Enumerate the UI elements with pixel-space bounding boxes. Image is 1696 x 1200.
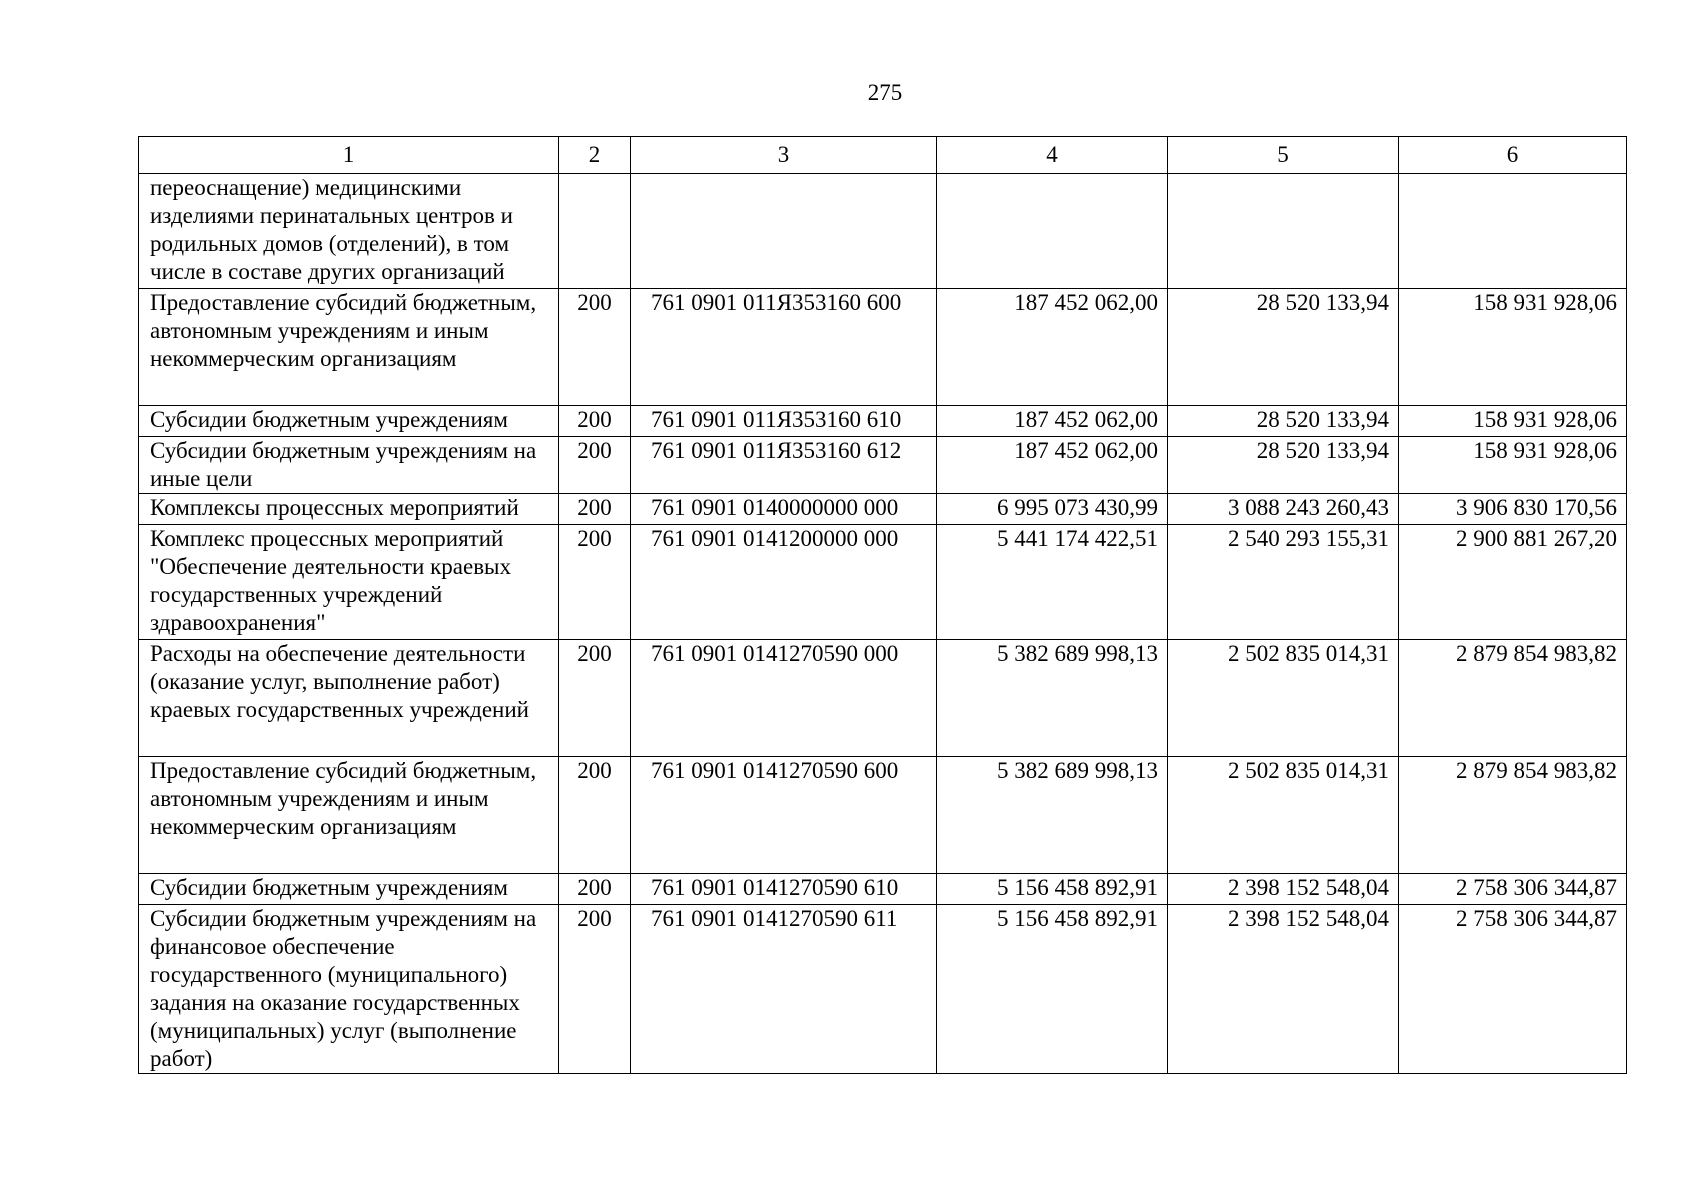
table-header-row (139, 137, 1627, 174)
row-classification-code: 761 0901 0140000000 000 (631, 494, 937, 525)
row-unexecuted-amount: 2 758 306 344,87 (1399, 874, 1627, 905)
column-header-4: 4 (937, 137, 1168, 174)
row-classification-code: 761 0901 011Я353160 610 (631, 406, 937, 437)
row-classification-code: 761 0901 0141270590 600 (631, 757, 937, 874)
row-section-code: 200 (559, 494, 631, 525)
row-classification-code: 761 0901 0141270590 610 (631, 874, 937, 905)
column-header-5: 5 (1168, 137, 1399, 174)
row-section-code: 200 (559, 437, 631, 494)
row-planned-amount: 187 452 062,00 (937, 289, 1168, 406)
row-unexecuted-amount: 158 931 928,06 (1399, 437, 1627, 494)
row-unexecuted-amount: 3 906 830 170,56 (1399, 494, 1627, 525)
row-executed-amount: 2 502 835 014,31 (1168, 757, 1399, 874)
column-header-6: 6 (1399, 137, 1627, 174)
page-number: 275 (867, 80, 903, 105)
row-executed-amount: 28 520 133,94 (1168, 406, 1399, 437)
row-name: Субсидии бюджетным учреждениям (139, 874, 559, 905)
row-unexecuted-amount: 158 931 928,06 (1399, 406, 1627, 437)
row-name: Предоставление субсидий бюджетным, автономным учреждениям и иным некоммерческим организациям (139, 757, 559, 874)
budget-table (138, 136, 1627, 1074)
row-name: переоснащение) медицинскими изделиями перинатальных центров и родильных домов (отделений), в том числе в составе других организаций (139, 174, 559, 289)
table-row (139, 437, 1627, 494)
row-section-code: 200 (559, 289, 631, 406)
column-header-1: 1 (139, 137, 559, 174)
row-section-code: 200 (559, 406, 631, 437)
row-section-code: 200 (559, 757, 631, 874)
row-classification-code: 761 0901 0141270590 611 (631, 905, 937, 1074)
row-unexecuted-amount: 2 900 881 267,20 (1399, 525, 1627, 640)
row-executed-amount: 2 398 152 548,04 (1168, 905, 1399, 1074)
row-name: Субсидии бюджетным учреждениям на иные цели (139, 437, 559, 494)
row-name: Субсидии бюджетным учреждениям на финансовое обеспечение государственного (муниципального) задания на оказание государственных (муниципальных) услуг (выполнение работ) (139, 905, 559, 1074)
table-row (139, 640, 1627, 757)
row-classification-code (631, 174, 937, 289)
table-row (139, 494, 1627, 525)
row-planned-amount: 5 156 458 892,91 (937, 874, 1168, 905)
table-row (139, 525, 1627, 640)
row-unexecuted-amount (1399, 174, 1627, 289)
row-executed-amount: 2 540 293 155,31 (1168, 525, 1399, 640)
row-section-code: 200 (559, 640, 631, 757)
row-classification-code: 761 0901 011Я353160 600 (631, 289, 937, 406)
row-section-code: 200 (559, 525, 631, 640)
row-executed-amount: 2 502 835 014,31 (1168, 640, 1399, 757)
table-row (139, 289, 1627, 406)
row-planned-amount (937, 174, 1168, 289)
row-planned-amount: 6 995 073 430,99 (937, 494, 1168, 525)
row-unexecuted-amount: 2 758 306 344,87 (1399, 905, 1627, 1074)
row-planned-amount: 187 452 062,00 (937, 406, 1168, 437)
row-unexecuted-amount: 2 879 854 983,82 (1399, 640, 1627, 757)
row-name: Расходы на обеспечение деятельности (оказание услуг, выполнение работ) краевых государственных учреждений (139, 640, 559, 757)
row-unexecuted-amount: 158 931 928,06 (1399, 289, 1627, 406)
row-planned-amount: 5 156 458 892,91 (937, 905, 1168, 1074)
row-executed-amount: 2 398 152 548,04 (1168, 874, 1399, 905)
row-classification-code: 761 0901 0141270590 000 (631, 640, 937, 757)
row-section-code: 200 (559, 905, 631, 1074)
row-executed-amount: 3 088 243 260,43 (1168, 494, 1399, 525)
row-planned-amount: 5 382 689 998,13 (937, 757, 1168, 874)
row-classification-code: 761 0901 0141200000 000 (631, 525, 937, 640)
row-name: Комплексы процессных мероприятий (139, 494, 559, 525)
row-section-code (559, 174, 631, 289)
row-name: Комплекс процессных мероприятий "Обеспечение деятельности краевых государственных учреждений здравоохранения" (139, 525, 559, 640)
column-header-3: 3 (631, 137, 937, 174)
row-planned-amount: 187 452 062,00 (937, 437, 1168, 494)
table-row (139, 174, 1627, 289)
row-planned-amount: 5 382 689 998,13 (937, 640, 1168, 757)
row-executed-amount: 28 520 133,94 (1168, 289, 1399, 406)
table-row (139, 757, 1627, 874)
row-executed-amount: 28 520 133,94 (1168, 437, 1399, 494)
table-row (139, 905, 1627, 1074)
table-row (139, 874, 1627, 905)
table-row (139, 406, 1627, 437)
row-unexecuted-amount: 2 879 854 983,82 (1399, 757, 1627, 874)
row-planned-amount: 5 441 174 422,51 (937, 525, 1168, 640)
column-header-2: 2 (559, 137, 631, 174)
row-executed-amount (1168, 174, 1399, 289)
row-classification-code: 761 0901 011Я353160 612 (631, 437, 937, 494)
row-name: Субсидии бюджетным учреждениям (139, 406, 559, 437)
row-section-code: 200 (559, 874, 631, 905)
row-name: Предоставление субсидий бюджетным, автономным учреждениям и иным некоммерческим организациям (139, 289, 559, 406)
